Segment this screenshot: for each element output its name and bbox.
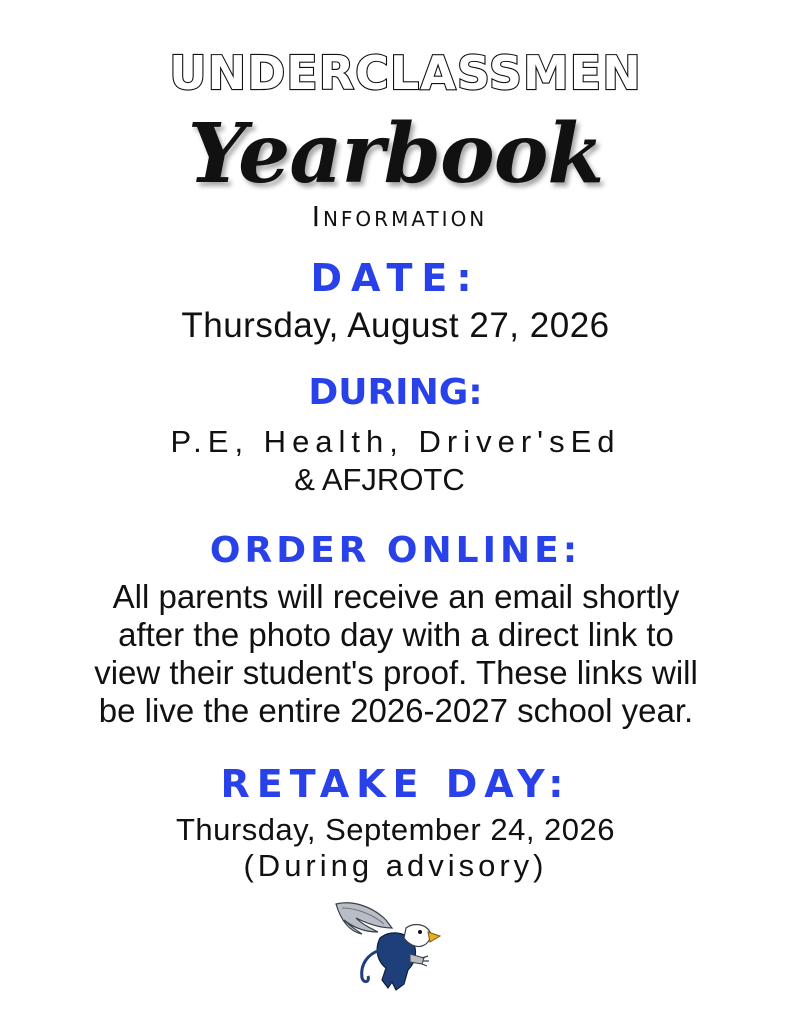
retake-day-heading: RETAKE DAY:	[220, 762, 571, 806]
during-classes: P.E, Health, Driver'sEd	[170, 424, 621, 459]
order-online-line: after the photo day with a direct link to	[118, 616, 674, 653]
retake-day-date: Thursday, September 24, 2026	[175, 812, 616, 847]
during-afjrotc: & AFJROTC	[294, 462, 465, 497]
order-online-line: be live the entire 2026-2027 school year.	[98, 692, 694, 729]
title-underclassmen: UNDERCLASSMEN	[169, 46, 642, 100]
order-online-line: All parents will receive an email shortly	[112, 578, 680, 615]
order-online-heading: ORDER ONLINE:	[209, 530, 582, 571]
retake-day-note: (During advisory)	[243, 848, 548, 883]
date-heading: DATE:	[310, 256, 481, 300]
during-heading: DURING:	[308, 372, 483, 413]
griffin-mascot-icon	[332, 898, 442, 993]
title-yearbook: Yearbook	[187, 106, 604, 202]
date-value: Thursday, August 27, 2026	[181, 306, 610, 345]
title-information: Information	[311, 200, 488, 233]
order-online-paragraph	[16, 578, 776, 730]
order-online-line: view their student's proof. These links will	[94, 654, 698, 691]
